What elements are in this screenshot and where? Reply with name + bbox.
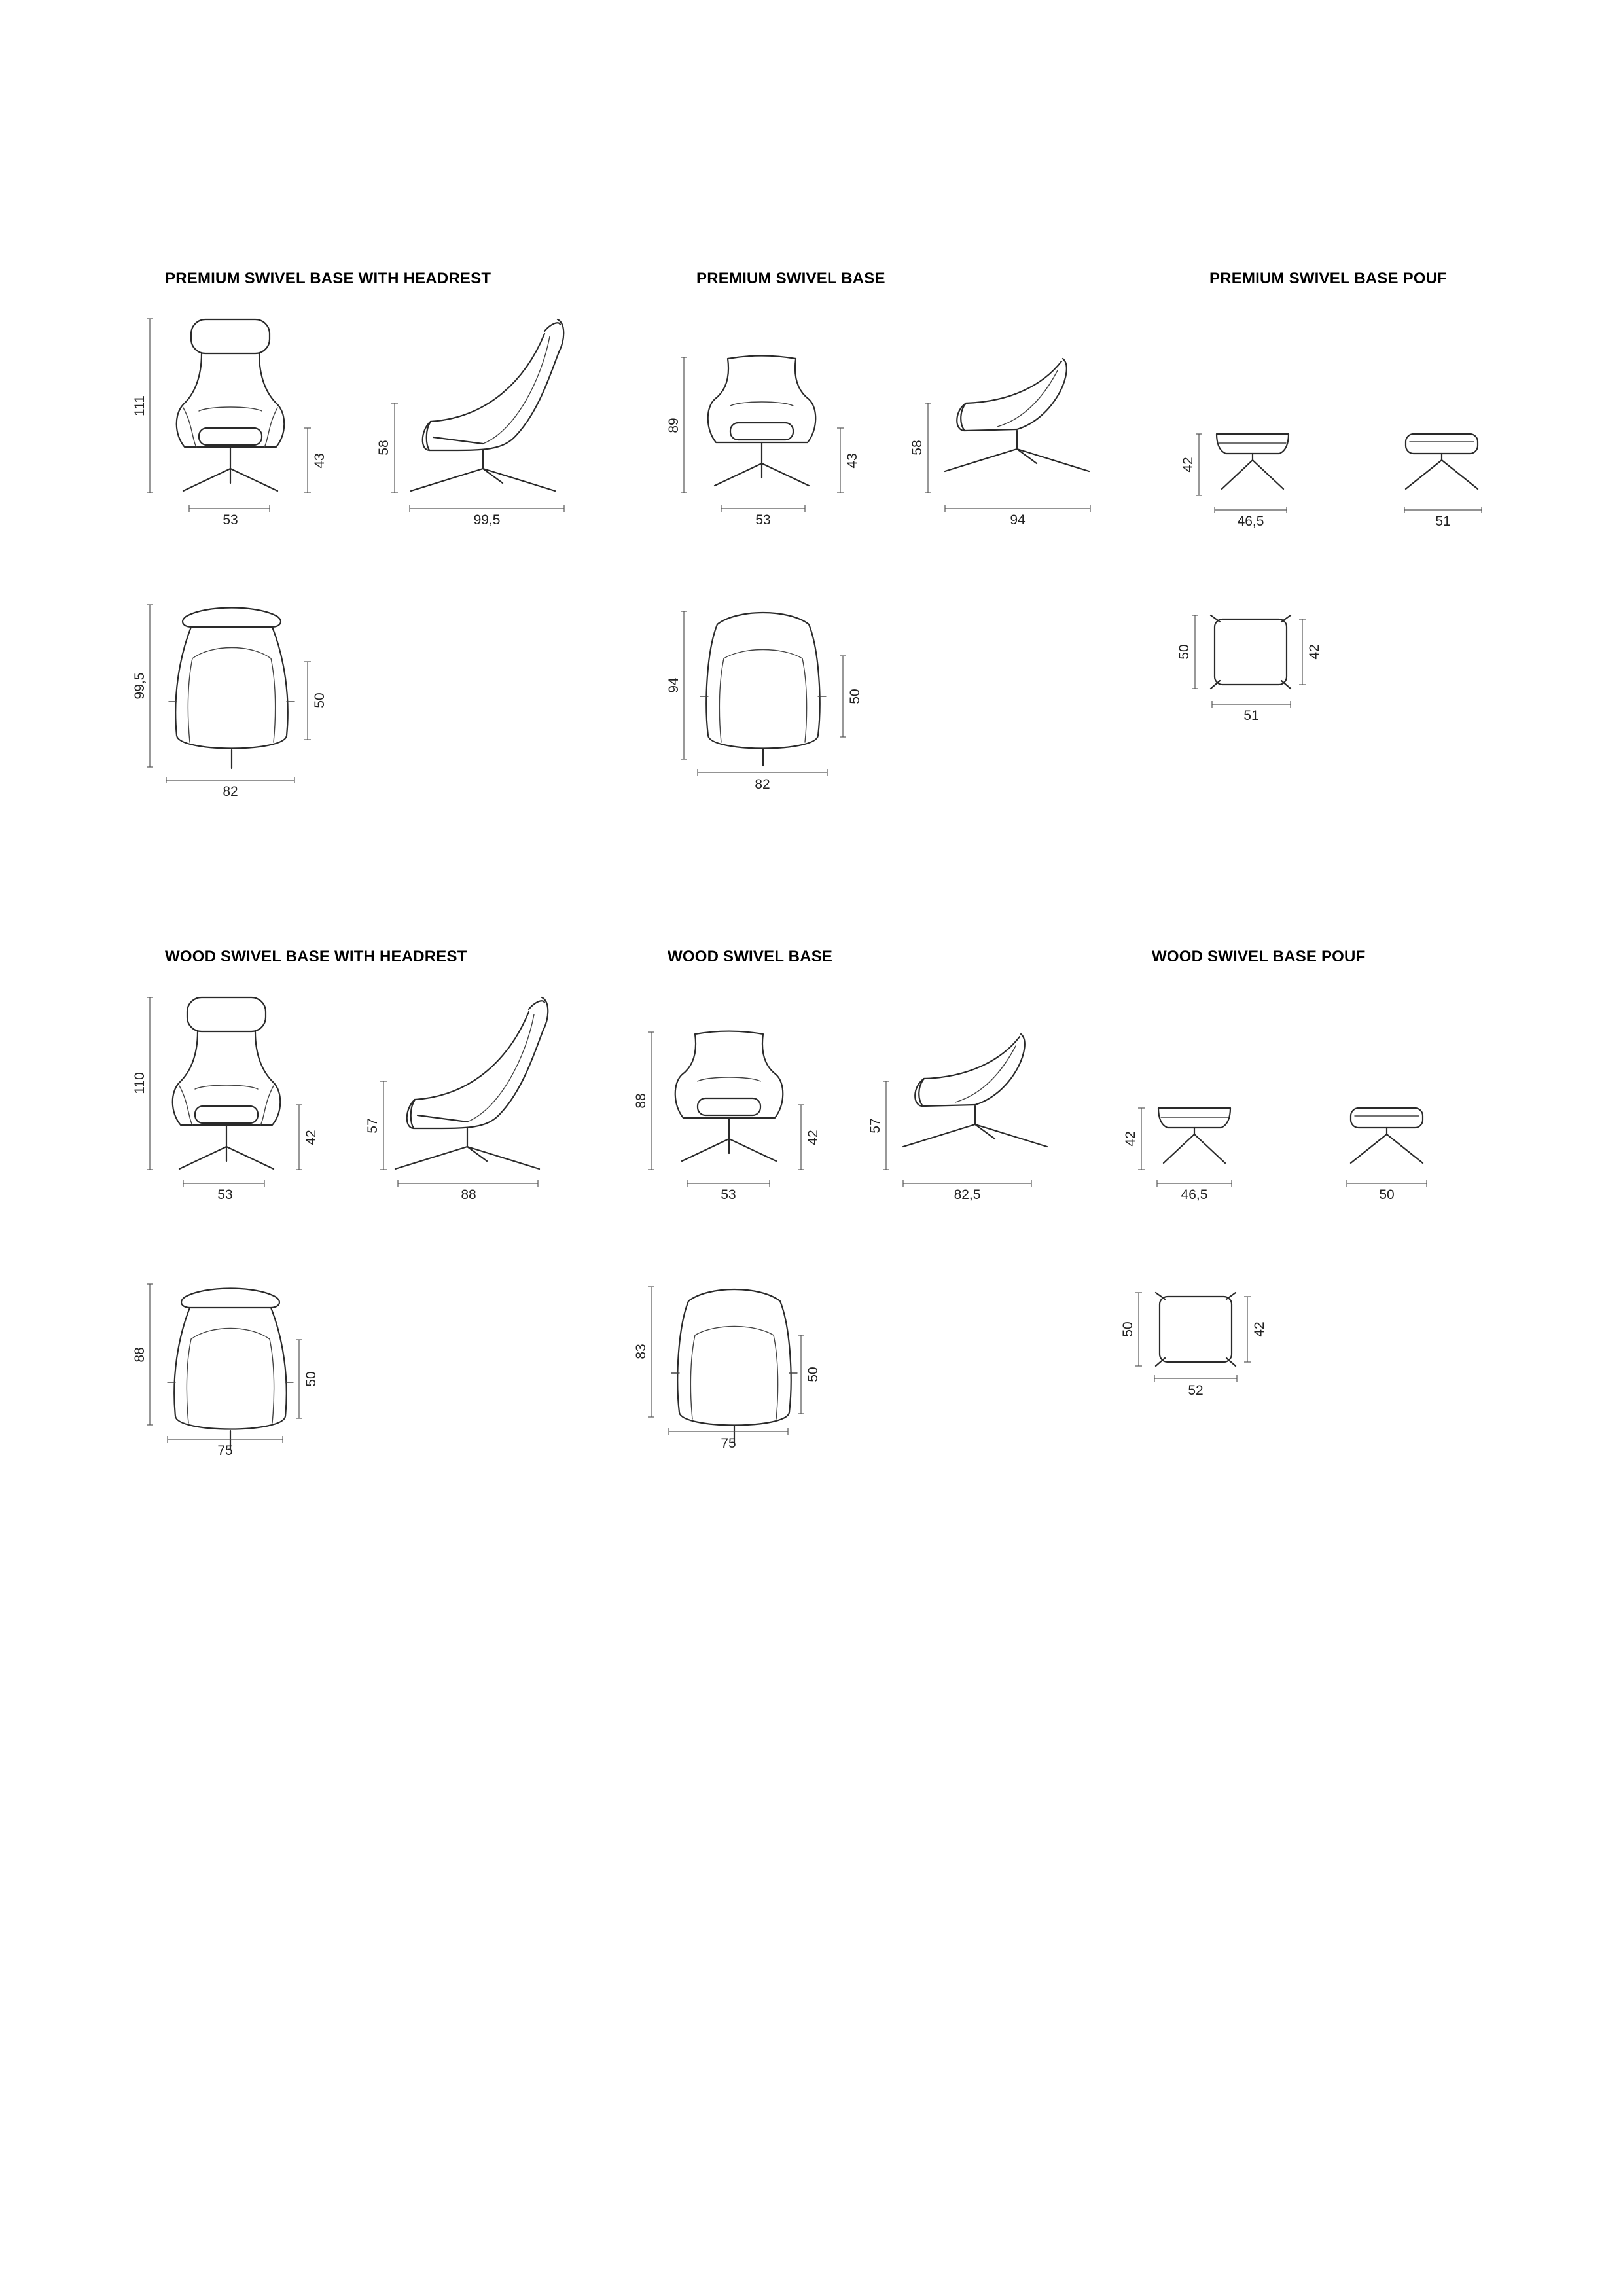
pouf-top-view-drawing	[1211, 615, 1291, 689]
dim-arm-height: 58	[376, 440, 391, 456]
dim-total-height: 110	[132, 1072, 147, 1094]
dim-pouf-depth: 50	[1379, 1187, 1395, 1202]
front-view-drawing	[177, 319, 285, 491]
front-view-drawing	[675, 1031, 783, 1162]
dim-pouf-width: 46,5	[1237, 514, 1264, 529]
side-view-drawing	[945, 359, 1089, 471]
dim-pouf-depth: 51	[1435, 514, 1451, 529]
section-premium-headrest	[132, 270, 564, 799]
top-view-drawing	[671, 1289, 797, 1443]
dim-seat-height: 42	[806, 1130, 821, 1145]
section-title: PREMIUM SWIVEL BASE WITH HEADREST	[165, 270, 491, 287]
dim-seat-depth: 50	[847, 689, 863, 704]
dim-top-depth: 83	[633, 1344, 649, 1359]
dim-top-width: 75	[217, 1443, 233, 1458]
pouf-side-view-drawing	[1406, 434, 1478, 489]
section-premium	[666, 270, 1090, 792]
front-view-drawing	[173, 997, 281, 1169]
dim-arm-height: 57	[365, 1118, 380, 1134]
dim-top-depth: 99,5	[132, 672, 147, 700]
section-wood	[633, 948, 1047, 1451]
section-title: PREMIUM SWIVEL BASE POUF	[1209, 270, 1448, 287]
dim-seat-depth: 50	[312, 692, 327, 708]
pouf-side-view-drawing	[1351, 1108, 1423, 1163]
dim-pouf-height: 42	[1181, 457, 1196, 473]
side-view-drawing	[395, 997, 548, 1169]
dim-pouf-width: 46,5	[1181, 1187, 1208, 1202]
dim-top-width: 82	[223, 784, 238, 799]
section-wood-headrest	[132, 948, 548, 1458]
dim-pouf-top-width: 51	[1243, 708, 1259, 723]
dim-total-height: 88	[633, 1093, 649, 1109]
section-title: WOOD SWIVEL BASE	[668, 948, 833, 965]
dim-arm-height: 58	[910, 440, 925, 456]
dim-pouf-top-inner: 42	[1252, 1321, 1267, 1337]
dim-seat-height: 43	[312, 453, 327, 469]
section-title: WOOD SWIVEL BASE POUF	[1152, 948, 1366, 965]
dim-pouf-height: 42	[1123, 1131, 1138, 1147]
top-view-drawing	[700, 613, 826, 766]
section-premium-pouf	[1177, 270, 1482, 723]
pouf-top-view-drawing	[1156, 1293, 1236, 1366]
dim-seat-depth: 50	[304, 1371, 319, 1387]
dim-pouf-top-depth: 50	[1120, 1321, 1135, 1337]
dim-depth: 99,5	[473, 512, 501, 528]
side-view-drawing	[903, 1034, 1047, 1147]
dim-width: 53	[721, 1187, 736, 1202]
section-wood-pouf	[1120, 948, 1427, 1398]
section-title: WOOD SWIVEL BASE WITH HEADREST	[165, 948, 467, 965]
side-view-drawing	[411, 319, 563, 491]
dim-seat-height: 43	[845, 453, 860, 469]
dim-width: 53	[217, 1187, 233, 1202]
dim-depth: 94	[1010, 512, 1026, 528]
top-view-drawing	[169, 608, 294, 769]
dim-top-depth: 94	[666, 677, 681, 693]
section-title: PREMIUM SWIVEL BASE	[696, 270, 885, 287]
dim-top-width: 75	[721, 1436, 736, 1451]
pouf-front-view-drawing	[1158, 1108, 1230, 1163]
dim-width: 53	[755, 512, 771, 528]
dim-total-height: 111	[132, 395, 147, 416]
dim-seat-height: 42	[304, 1130, 319, 1145]
dim-top-width: 82	[755, 777, 770, 792]
dim-top-depth: 88	[132, 1347, 147, 1363]
dim-total-height: 89	[666, 418, 681, 433]
front-view-drawing	[708, 356, 816, 486]
dim-seat-depth: 50	[806, 1367, 821, 1382]
dim-pouf-top-inner: 42	[1307, 644, 1322, 660]
pouf-front-view-drawing	[1217, 434, 1289, 489]
dim-depth: 88	[461, 1187, 476, 1202]
dim-arm-height: 57	[868, 1118, 883, 1134]
dim-depth: 82,5	[954, 1187, 981, 1202]
top-view-drawing	[168, 1289, 293, 1450]
dim-pouf-top-depth: 50	[1177, 644, 1192, 660]
dim-pouf-top-width: 52	[1188, 1383, 1204, 1398]
dim-width: 53	[223, 512, 238, 528]
